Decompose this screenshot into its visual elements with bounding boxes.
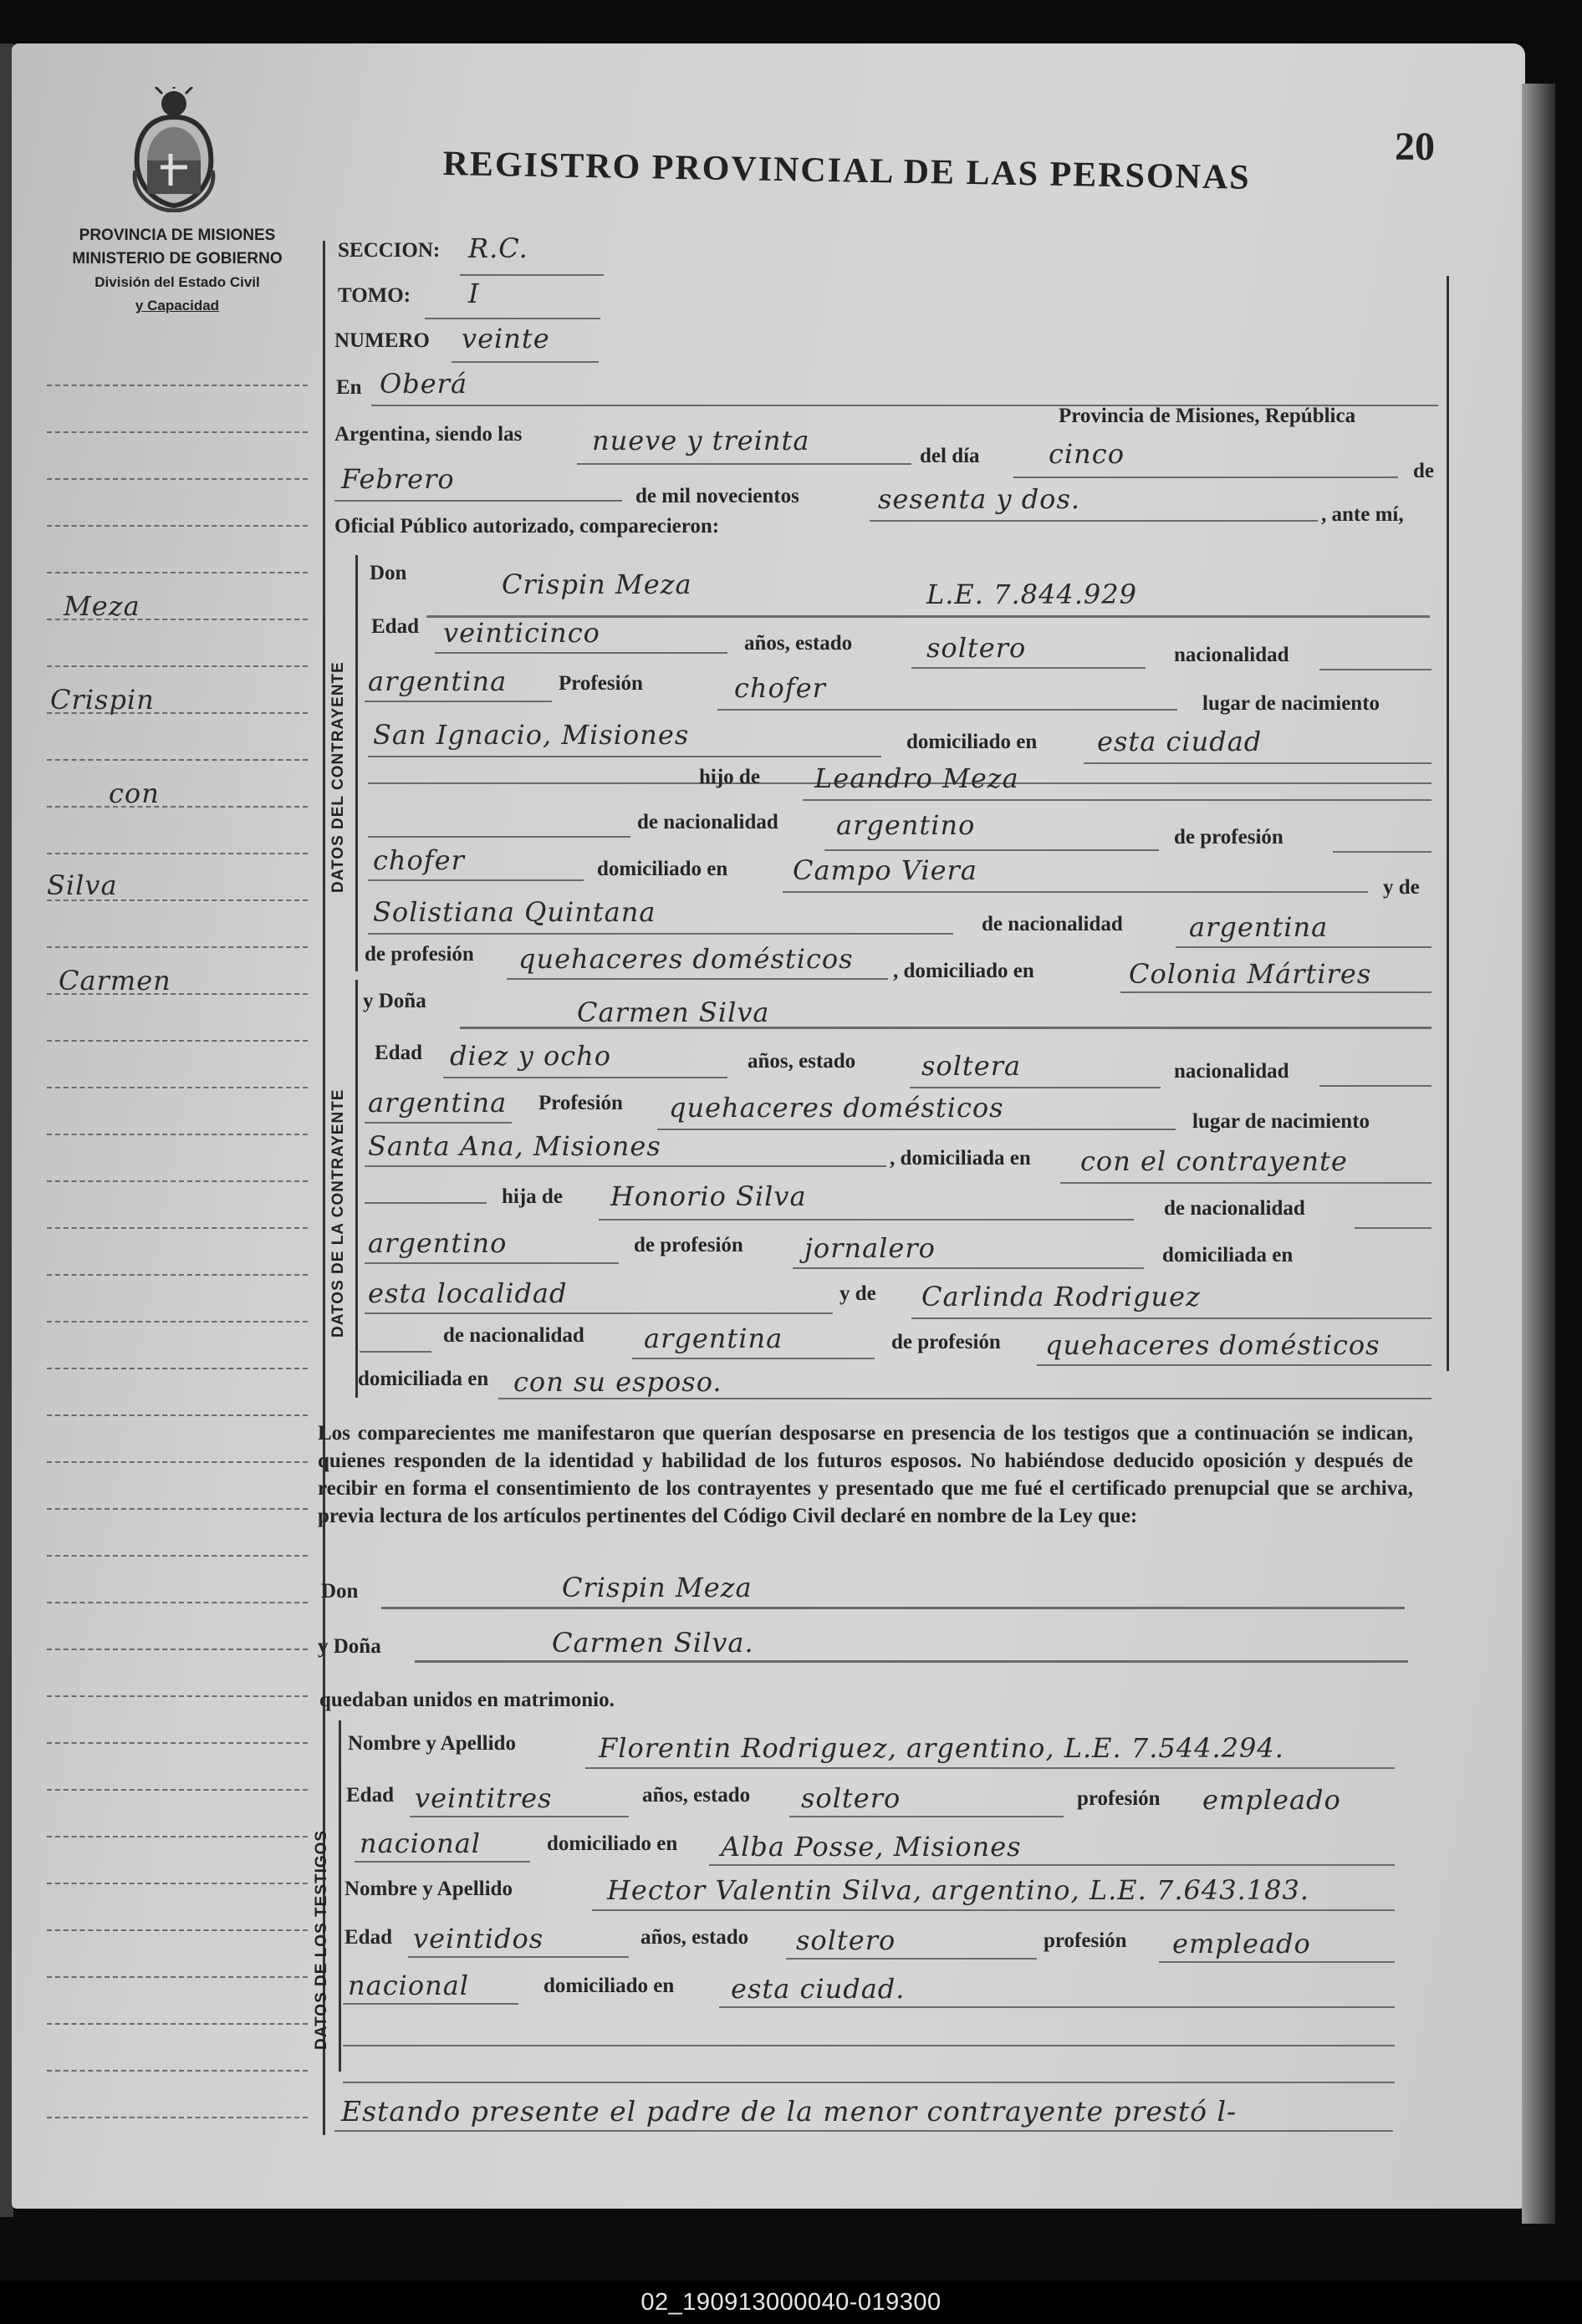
t2-edad-label: Edad — [344, 1926, 392, 1949]
decl-don-value: Crispin Meza — [562, 1572, 753, 1603]
margin-row-line — [47, 1461, 308, 1463]
margin-row-line — [47, 1836, 308, 1837]
section-label-contrayente: DATOS DEL CONTRAYENTE — [329, 661, 347, 893]
page-title: REGISTRO PROVINCIAL DE LAS PERSONAS — [442, 144, 1252, 197]
f-domicilio: con el contrayente — [1080, 1145, 1348, 1177]
page-number: 20 — [1395, 125, 1435, 169]
t2-dom: esta ciudad. — [731, 1973, 906, 2005]
coat-of-arms-icon — [127, 87, 221, 212]
contrayente-bracket — [355, 555, 358, 971]
margin-row-line — [47, 806, 308, 808]
f-prof-label: Profesión — [538, 1092, 623, 1114]
mil-label: de mil novecientos — [635, 485, 799, 507]
image-caption: 02_190913000040-019300 — [640, 2288, 942, 2316]
tomo-label: TOMO: — [338, 284, 411, 307]
margin-row-line — [47, 431, 308, 433]
anio-value: sesenta y dos. — [878, 483, 1081, 515]
margin-row-line — [47, 1695, 308, 1697]
t2-prof: empleado — [1172, 1928, 1311, 1960]
f-padre-nac: argentino — [368, 1227, 508, 1259]
f-profesion: quehaceres domésticos — [669, 1092, 1004, 1124]
margin-row-line — [47, 478, 308, 480]
f-padre-dom: esta localidad — [368, 1277, 568, 1309]
en-value: Oberá — [380, 368, 468, 400]
f-madre-dom-label: domiciliada en — [358, 1368, 489, 1390]
t2-prof-label: profesión — [1044, 1929, 1127, 1952]
margin-note-surname2: Silva — [47, 869, 118, 901]
institution-line4: y Capacidad — [135, 298, 220, 313]
c-lugar: San Ignacio, Misiones — [373, 719, 690, 751]
c-y-de-label: y de — [1383, 876, 1420, 899]
declaration-paragraph: Los comparecientes me manifestaron que querían desposarse en presencia de los testigos que a continuación se indican, quienes responden de la identidad y habilidad de los futuros esposos. No habiéndose deducido oposición y después de recibir en forma el consentimiento de los contrayentes y presentado que me fué el certificado prenupcial que se archiva, previa lectura de los artículos pertinentes del Código Civil declaré en nombre de la Ley que: — [318, 1422, 1413, 1527]
margin-row-line — [47, 1274, 308, 1276]
c-lugar-label: lugar de nacimiento — [1202, 692, 1380, 715]
margin-row-line — [47, 525, 308, 527]
c-hijo-label: hijo de — [699, 766, 760, 788]
margin-row-line — [47, 385, 308, 386]
margin-row-line — [47, 1602, 308, 1603]
margin-row-line — [47, 1789, 308, 1791]
contrayenta-nombre: Carmen Silva — [577, 996, 770, 1028]
margin-row-line — [47, 1321, 308, 1323]
margin-row-line — [47, 1555, 308, 1557]
f-madre: Carlinda Rodriguez — [921, 1281, 1201, 1312]
c-de-nac-label: de nacionalidad — [637, 811, 778, 833]
f-hija-label: hija de — [502, 1185, 563, 1208]
f-de-nac-label: de nacionalidad — [1164, 1197, 1305, 1220]
numero-label: NUMERO — [334, 329, 430, 352]
c-madre-dom: Colonia Mártires — [1129, 958, 1372, 990]
en-label: En — [336, 376, 362, 399]
f-lugar: Santa Ana, Misiones — [368, 1130, 661, 1162]
margin-row-line — [47, 1742, 308, 1744]
t1-edad: veintitres — [415, 1782, 553, 1814]
institution-block — [38, 224, 316, 318]
margin-row-line — [47, 572, 308, 573]
ante-label: , ante mí, — [1321, 503, 1404, 526]
c-madre-nac: argentina — [1189, 911, 1329, 943]
margin-note-firstname: Crispin — [50, 684, 155, 716]
de-label: de — [1413, 460, 1434, 482]
c-nac-label: nacionalidad — [1174, 644, 1289, 666]
c-padre-nac: argentino — [836, 809, 976, 841]
margin-row-line — [47, 759, 308, 761]
t1-edad-label: Edad — [346, 1784, 394, 1807]
contrayenta-bracket — [355, 980, 358, 1398]
oficial-text: Oficial Público autorizado, comparecieron: — [334, 515, 720, 538]
margin-row-line — [47, 665, 308, 667]
margin-row-line — [47, 2023, 308, 2025]
quedaban-text: quedaban unidos en matrimonio. — [319, 1689, 615, 1711]
margin-row-line — [47, 1929, 308, 1931]
caption-bar — [0, 2281, 1582, 2324]
f-madre-nac: argentina — [644, 1323, 783, 1354]
f-padre-dom-label: domiciliada en — [1162, 1244, 1294, 1266]
t1-dom: Alba Posse, Misiones — [721, 1831, 1022, 1863]
margin-row-line — [47, 1180, 308, 1182]
decl-dona-label: y Doña — [318, 1635, 381, 1658]
numero-value: veinte — [462, 323, 550, 354]
c-madre-prof-label: de profesión — [365, 943, 474, 966]
institution-line1: PROVINCIA DE MISIONES — [79, 227, 276, 244]
closing-line: Estando presente el padre de la menor contrayente prestó l- — [341, 2095, 1238, 2128]
t1-nombre-label: Nombre y Apellido — [348, 1732, 516, 1755]
t1-prof-label: profesión — [1077, 1787, 1161, 1810]
f-madre-nac-label: de nacionalidad — [443, 1324, 584, 1347]
f-madre-prof: quehaceres domésticos — [1045, 1329, 1380, 1361]
margin-note-con: con — [109, 777, 160, 809]
c-edad-label: Edad — [371, 615, 419, 638]
c-madre: Solistiana Quintana — [373, 896, 656, 928]
f-estado: soltera — [921, 1050, 1022, 1082]
c-estado: soltero — [926, 632, 1027, 664]
seccion-value: R.C. — [468, 232, 528, 264]
institution-line3: División del Estado Civil — [94, 274, 260, 290]
f-edad: diez y ocho — [450, 1040, 611, 1072]
margin-row-line — [47, 1414, 308, 1416]
margin-row-line — [47, 2117, 308, 2118]
f-madre-prof-label: de profesión — [891, 1331, 1001, 1353]
f-y-de-label: y de — [839, 1282, 876, 1305]
margin-row-line — [47, 1883, 308, 1884]
margin-row-line — [47, 1087, 308, 1088]
t1-domic-label: domiciliado en — [547, 1832, 678, 1855]
f-lugar-label: lugar de nacimiento — [1192, 1110, 1370, 1133]
argentina-text: Argentina, siendo las — [334, 423, 523, 446]
c-edad: veinticinco — [443, 617, 600, 649]
f-padre-prof: jornalero — [804, 1232, 936, 1264]
f-edad-label: Edad — [375, 1042, 422, 1064]
c-nacionalidad: argentina — [368, 665, 508, 697]
testigos-bracket — [339, 1720, 341, 2072]
margin-row-line — [47, 1040, 308, 1042]
t2-edad: veintidos — [413, 1923, 544, 1955]
t2-prof2: nacional — [348, 1970, 470, 2001]
c-profesion: chofer — [734, 672, 826, 704]
c-padre: Leandro Meza — [814, 762, 1019, 794]
t1-prof: empleado — [1202, 1784, 1341, 1816]
margin-row-line — [47, 1368, 308, 1369]
c-madre-prof: quehaceres domésticos — [518, 943, 854, 975]
c-domic-label: domiciliado en — [906, 731, 1038, 753]
t2-anos-label: años, estado — [640, 1926, 749, 1949]
margin-row-line — [47, 1508, 308, 1510]
c-padre-prof: chofer — [373, 844, 465, 876]
t1-prof2: nacional — [360, 1827, 482, 1859]
don-label: Don — [370, 562, 407, 584]
t2-nombre-label: Nombre y Apellido — [344, 1878, 513, 1900]
hora-value: nueve y treinta — [592, 425, 810, 456]
f-padre: Honorio Silva — [610, 1180, 807, 1212]
margin-row-line — [47, 946, 308, 948]
contrayente-nombre: Crispin Meza — [502, 568, 692, 600]
section-label-testigos: DATOS DE LOS TESTIGOS — [313, 1829, 330, 2050]
margin-note-firstname2: Carmen — [59, 965, 171, 996]
tomo-value: I — [468, 278, 480, 309]
f-domic-label: , domiciliada en — [890, 1147, 1031, 1170]
margin-row-line — [47, 1227, 308, 1229]
c-domicilio: esta ciudad — [1097, 726, 1263, 757]
c-padre-dom-label: domiciliado en — [597, 858, 728, 880]
provincia-text: Provincia de Misiones, República — [1059, 405, 1356, 427]
frame-right-line — [1447, 276, 1449, 1371]
seccion-label: SECCION: — [338, 239, 441, 262]
c-de-prof-label: de profesión — [1174, 826, 1283, 849]
margin-row-line — [47, 2070, 308, 2072]
dona-label: y Doña — [363, 990, 426, 1012]
t2-estado: soltero — [796, 1924, 896, 1956]
f-nac-label: nacionalidad — [1174, 1060, 1289, 1083]
c-madre-dom-label: , domiciliado en — [893, 960, 1034, 982]
institution-line2: MINISTERIO DE GOBIERNO — [72, 250, 283, 268]
margin-row-line — [47, 1649, 308, 1650]
decl-dona-value: Carmen Silva. — [552, 1627, 754, 1659]
t1-nombre: Florentin Rodriguez, argentino, L.E. 7.544.294. — [599, 1732, 1284, 1764]
f-madre-dom: con su esposo. — [513, 1366, 722, 1398]
t2-nombre: Hector Valentin Silva, argentino, L.E. 7.643.183. — [607, 1874, 1310, 1906]
f-de-prof-label: de profesión — [634, 1234, 743, 1256]
c-padre-dom: Campo Viera — [793, 854, 977, 886]
f-anos-label: años, estado — [748, 1050, 856, 1073]
mes-value: Febrero — [341, 463, 455, 495]
c-madre-nac-label: de nacionalidad — [982, 913, 1123, 935]
margin-row-line — [47, 853, 308, 854]
c-prof-label: Profesión — [559, 672, 643, 695]
t1-estado: soltero — [801, 1782, 901, 1814]
section-label-contrayenta: DATOS DE LA CONTRAYENTE — [329, 1088, 347, 1338]
margin-row-line — [47, 1976, 308, 1978]
dia-value: cinco — [1049, 438, 1125, 470]
page-edge-shadow — [1522, 84, 1555, 2224]
margin-row-line — [47, 1134, 308, 1135]
margin-note-surname: Meza — [64, 590, 140, 622]
t1-anos-label: años, estado — [642, 1784, 751, 1807]
decl-don-label: Don — [321, 1580, 359, 1603]
del-dia-label: del día — [920, 445, 980, 467]
t2-domic-label: domiciliado en — [543, 1975, 675, 1997]
c-anos-label: años, estado — [744, 632, 853, 655]
f-nacionalidad: argentina — [368, 1087, 508, 1119]
contrayente-documento: L.E. 7.844.929 — [926, 578, 1137, 610]
